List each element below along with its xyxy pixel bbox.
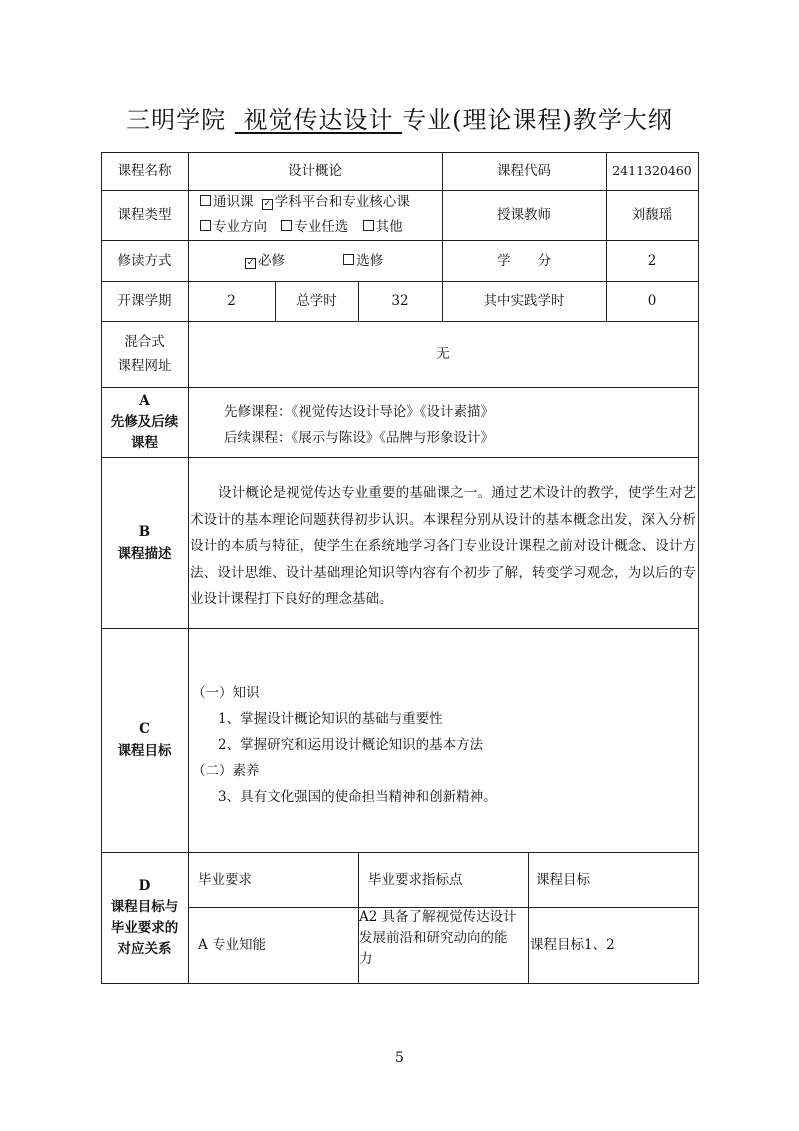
title-major: 视觉传达设计 — [243, 106, 394, 134]
title-school: 三明学院 — [126, 106, 227, 134]
section-d-label: D 课程目标与 毕业要求的 对应关系 — [110, 877, 179, 957]
col-course-goal: 课程目标 — [536, 871, 590, 888]
section-a-label: A 先修及后续 课程 — [110, 392, 179, 451]
page-number: 5 — [395, 1050, 404, 1066]
checkbox-optional — [343, 254, 354, 265]
blended-url-value: 无 — [436, 346, 450, 362]
study-mode-label: 修读方式 — [117, 252, 172, 269]
table-row-req: A 专业知能 — [198, 937, 267, 953]
semester-label: 开课学期 — [117, 293, 172, 309]
study-mode-options: ✓ 必修 选修 — [246, 253, 384, 269]
course-type-label: 课程类型 — [117, 207, 172, 223]
total-hours-label: 总学时 — [296, 293, 337, 309]
section-b-label: B 课程描述 — [117, 523, 172, 562]
prerequisite-courses: 先修课程：《视觉传达设计导论》《设计素描》 — [224, 404, 494, 420]
page-title — [0, 100, 799, 135]
col-indicator: 毕业要求指标点 — [368, 871, 463, 888]
goal-item-1: 1、掌握设计概论知识的基础与重要性 — [218, 711, 443, 727]
checkbox-direction — [200, 220, 211, 231]
course-type-line-2: 专业方向 专业任选 其他 — [200, 217, 403, 237]
title-suffix: 专业(理论课程)教学大纲 — [402, 106, 673, 134]
table-row-goal: 课程目标1、2 — [530, 937, 615, 953]
teacher-label: 授课教师 — [497, 207, 551, 223]
col-graduation-req: 毕业要求 — [198, 871, 252, 888]
course-name: 设计概论 — [288, 163, 342, 179]
course-code: 2411320460 — [612, 163, 692, 178]
checkbox-core: ✓ — [263, 199, 272, 209]
goal-item-2: 2、掌握研究和运用设计概论知识的基本方法 — [218, 737, 484, 753]
goal-item-3: 3、具有文化强国的使命担当精神和创新精神。 — [218, 789, 497, 805]
total-hours-value: 32 — [391, 293, 409, 309]
goal-heading-knowledge: （一）知识 — [192, 685, 260, 701]
semester-value: 2 — [227, 293, 236, 309]
teacher-name: 刘馥瑶 — [631, 207, 673, 223]
goal-heading-literacy: （二）素养 — [192, 763, 260, 779]
checkbox-required: ✓ — [246, 258, 255, 268]
blended-url-label: 混合式 课程网址 — [117, 334, 172, 374]
section-c-label: C 课程目标 — [117, 721, 172, 759]
course-description: 设计概论是视觉传达专业重要的基础课之一。通过艺术设计的教学，使学生对艺术设计的基本理论问题获得初步认识。本课程分别从设计的基本概念出发，深入分析设计的本质与特征，使学生在系统地学习各门专业设计课程之前对设计概念、设计方法、设计思维、设计基础理论知识等内容有个初步了解，转变学习观念，为以后的专业设计课程打下良好的理念基础。 — [190, 485, 696, 607]
course-type-line-1: 通识课 ✓ 学科平台和专业核心课 — [200, 192, 410, 212]
practice-hours-label: 其中实践学时 — [483, 293, 565, 309]
practice-hours-value: 0 — [647, 293, 657, 309]
checkbox-general — [200, 195, 211, 206]
credits-value: 2 — [647, 252, 657, 269]
follow-up-courses: 后续课程：《展示与陈设》《品牌与形象设计》 — [224, 430, 494, 446]
course-code-label: 课程代码 — [497, 163, 551, 179]
course-name-label: 课程名称 — [117, 163, 172, 179]
credits-label: 学 分 — [497, 252, 551, 269]
checkbox-elective — [281, 220, 292, 231]
table-row-indicator: A2 具备了解视觉传达设计 发展前沿和研究动向的能 力 — [359, 909, 517, 967]
checkbox-other — [363, 220, 374, 231]
